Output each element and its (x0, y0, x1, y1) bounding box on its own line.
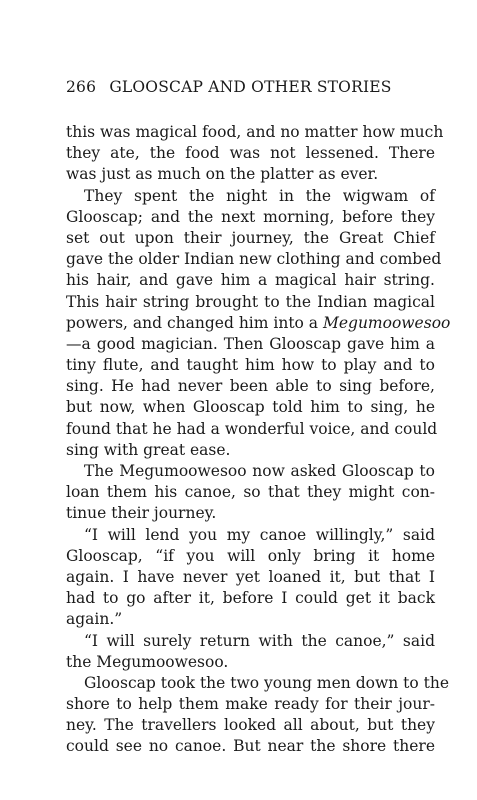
running-header (66, 78, 437, 96)
text-line: his hair, and gave him a magical hair string. (66, 271, 435, 290)
paragraph (66, 122, 444, 186)
text-line: tiny flute, and taught him how to play and to (66, 356, 435, 375)
text-line: gave the older Indian new clothing and combed (66, 250, 442, 269)
text-line: “I will surely return with the canoe,” said (84, 631, 435, 650)
text-line: —a good magician. Then Glooscap gave him a (66, 334, 435, 353)
text-line: powers, and changed him into a Megumoowesoo (66, 313, 451, 332)
text-line: loan them his canoe, so that they might con- (66, 483, 435, 502)
page-number: 266 (66, 78, 97, 96)
text-line: The Megumoowesoo now asked Glooscap to (84, 462, 435, 480)
text-line: again. I have never yet loaned it, but that I (66, 567, 435, 586)
text-line: “I will lend you my canoe willingly,” said (84, 525, 435, 544)
text-line: Glooscap, “if you will only bring it home (66, 546, 435, 565)
paragraph (66, 186, 451, 461)
paragraph (66, 631, 435, 673)
text-line: sing with great ease. (66, 440, 231, 459)
text-line: They spent the night in the wigwam of (84, 186, 435, 205)
running-title: GLOOSCAP AND OTHER STORIES (109, 78, 392, 96)
text-line: could see no canoe. But near the shore there (66, 737, 435, 756)
text-line: Glooscap took the two young men down to the (84, 673, 449, 692)
text-line: Glooscap; and the next morning, before they (66, 207, 435, 226)
text-line: set out upon their journey, the Great Chief (66, 228, 435, 247)
paragraph (66, 525, 435, 631)
body-text (66, 122, 451, 758)
text-line: the Megumoowesoo. (66, 652, 229, 671)
paragraph (66, 673, 449, 758)
text-line: was just as much on the platter as ever. (66, 165, 379, 184)
text-line: found that he had a wonderful voice, and could (66, 419, 438, 438)
text-line: sing. He had never been able to sing before, (66, 377, 435, 396)
text-line: they ate, the food was not lessened. There (66, 144, 435, 163)
paragraph (66, 461, 435, 525)
text-line: had to go after it, before I could get it back (66, 589, 435, 608)
text-line: ney. The travellers looked all about, but they (66, 716, 435, 735)
text-line: this was magical food, and no matter how much (66, 123, 444, 141)
text-line: but now, when Glooscap told him to sing, he (66, 398, 435, 417)
text-line: again.” (66, 610, 123, 629)
italic-term: Megumoowesoo (322, 313, 451, 332)
text-line: tinue their journey. (66, 504, 217, 523)
text-line: This hair string brought to the Indian magical (66, 292, 435, 311)
text-line: shore to help them make ready for their jour- (66, 695, 435, 714)
